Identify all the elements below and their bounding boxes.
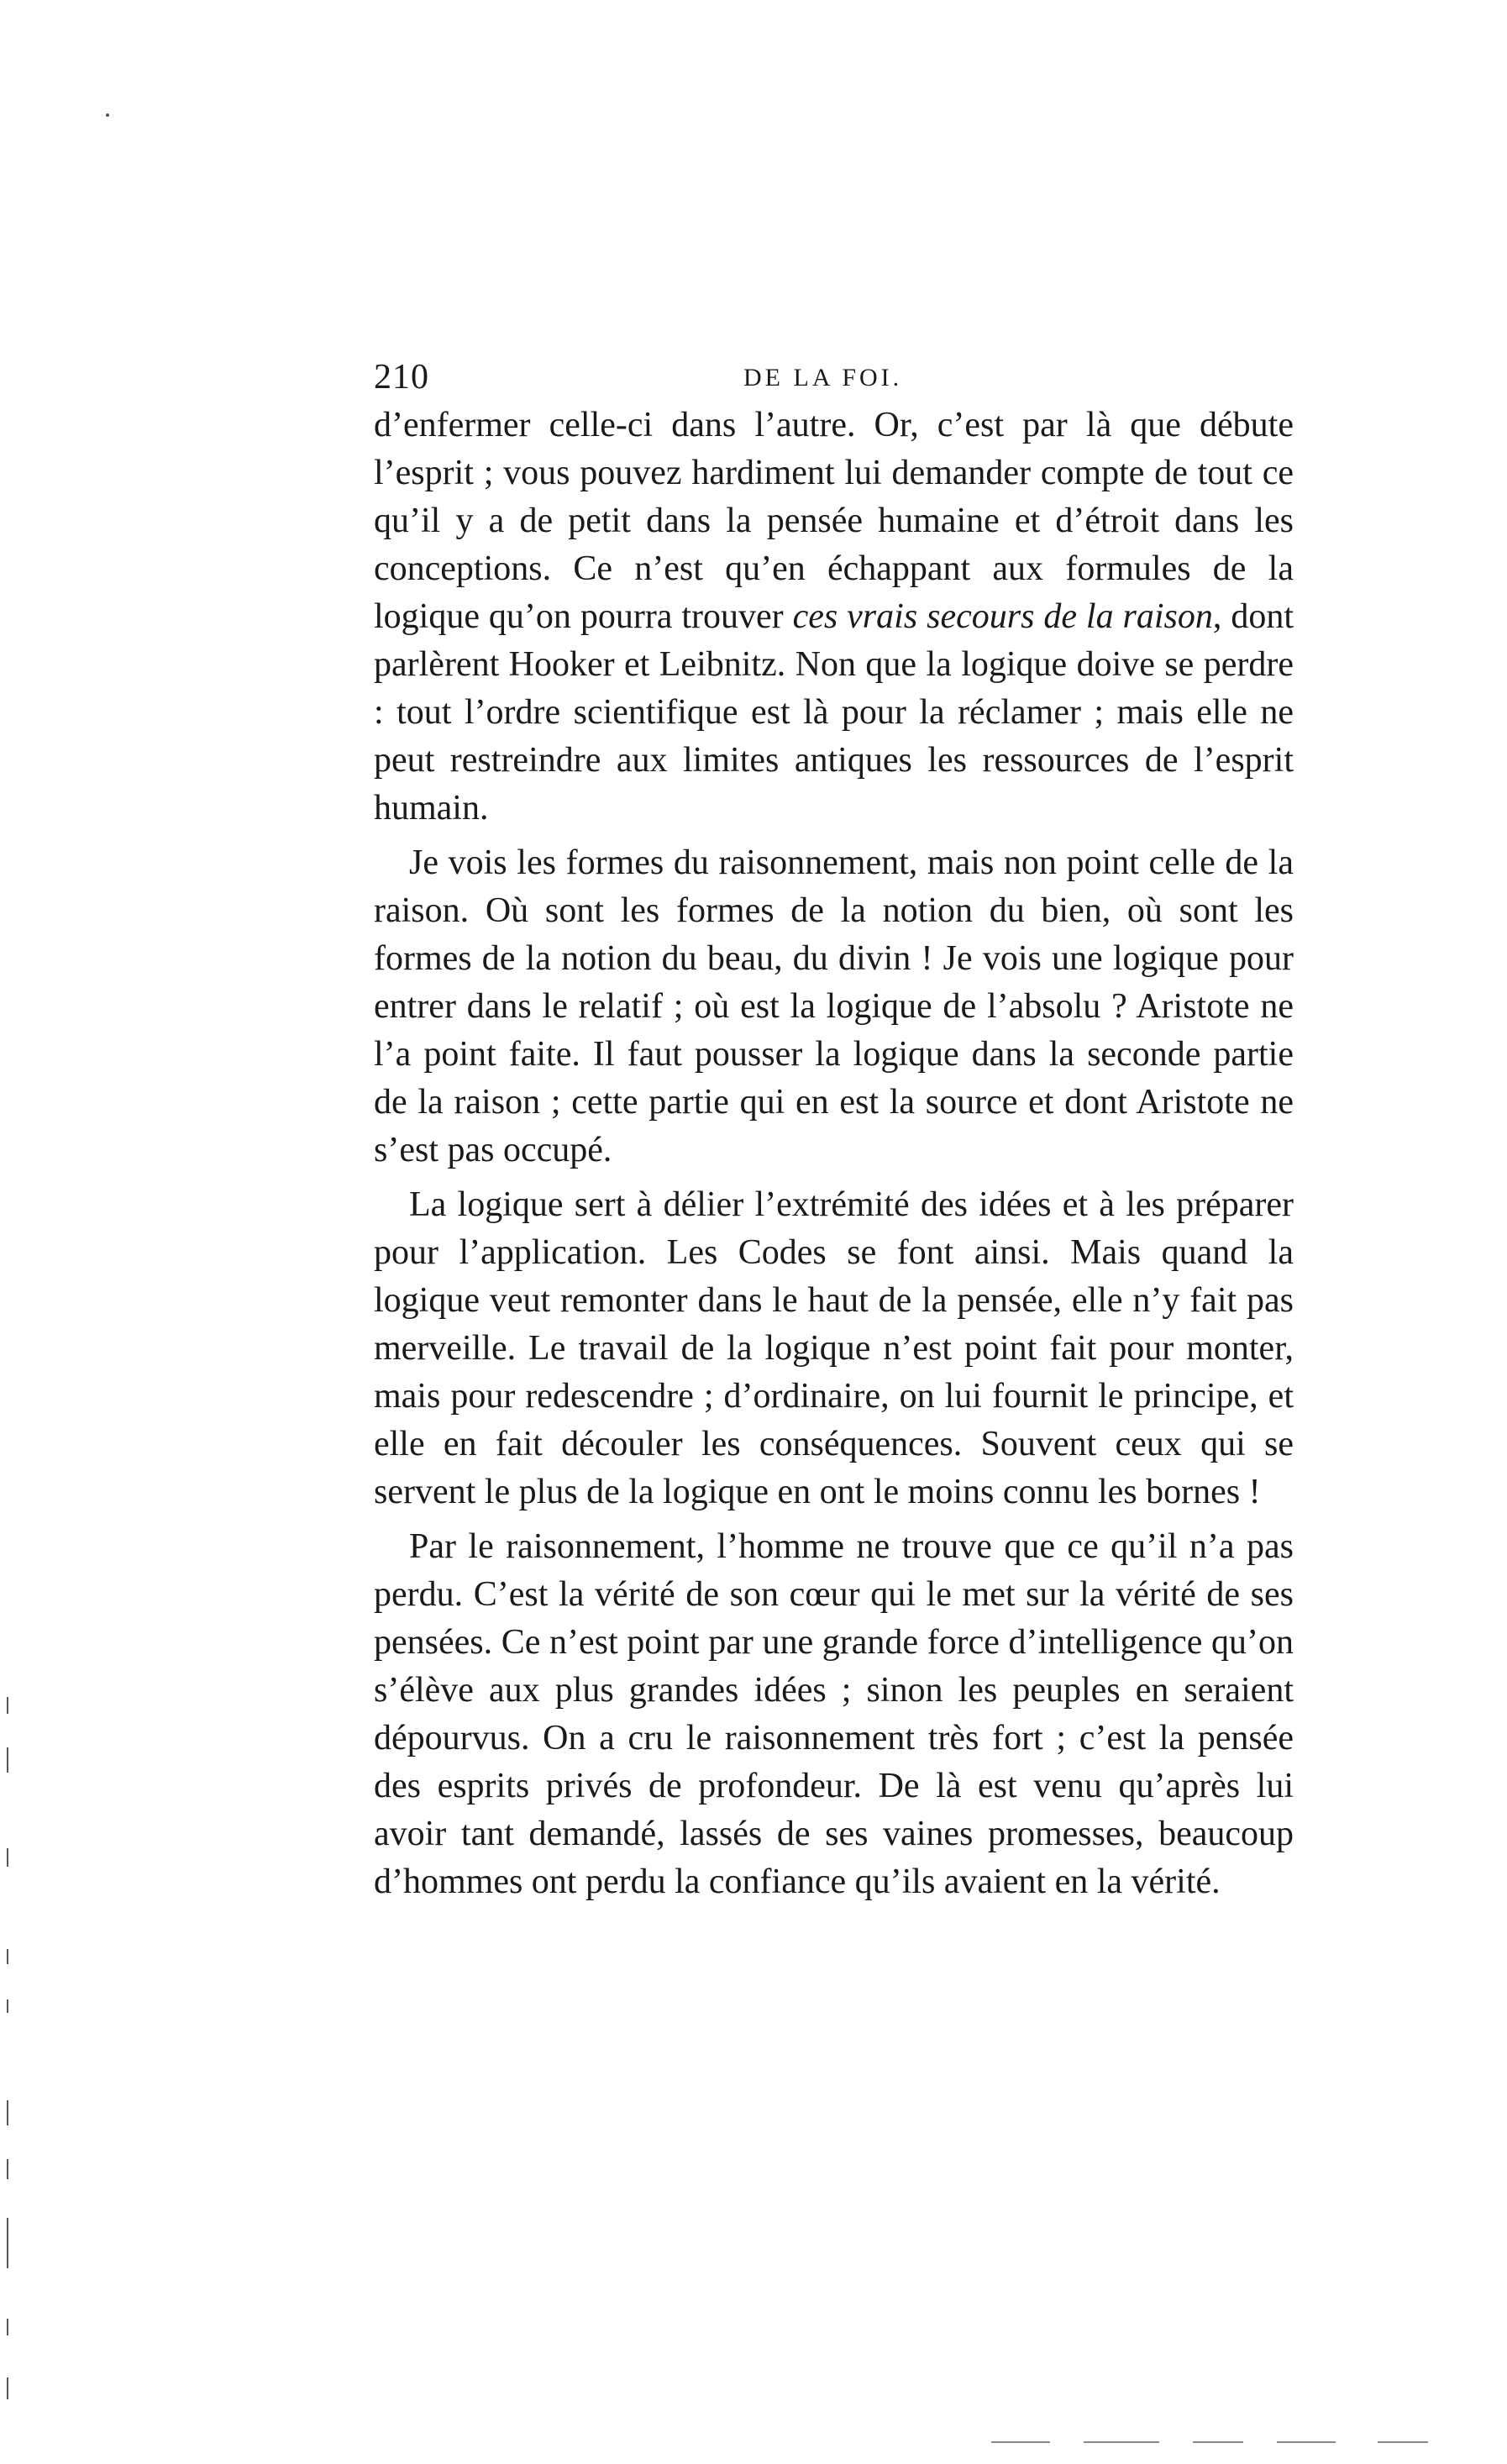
stray-dot-mark [106, 113, 109, 117]
scan-margin-mark [7, 2218, 8, 2268]
scan-bottom-rule [1277, 2441, 1336, 2443]
scan-bottom-rule [991, 2441, 1050, 2443]
running-title: DE LA FOI. [743, 364, 903, 391]
scan-margin-mark [7, 1949, 8, 1964]
scan-bottom-rule [1378, 2441, 1428, 2443]
paragraph-1-part-3: , dont parlèrent Hooker et Leibnitz. Non que la logique doive se perdre : tout l’ordre scientifique est là pour la réclamer ; mais elle ne peut restreindre aux limites antiques les ressources de l’esprit humain. [374, 597, 1294, 827]
paragraph-3 [374, 1181, 1294, 1516]
scan-bottom-rule [1193, 2441, 1243, 2443]
page-number: 210 [374, 358, 429, 397]
paragraph-4 [374, 1523, 1294, 1906]
paragraph-4-text: Par le raisonnement, l’homme ne trouve que ce qu’il n’a pas perdu. C’est la vérité de son cœur qui le met sur la vérité de ses pensées. Ce n’est point par une grande force d’intelligence qu’on s’élève aux plus grandes idées ; sinon les peuples en seraient dépourvus. On a cru le raisonnement très fort ; c’est la pensée des esprits privés de profondeur. De là est venu qu’après lui avoir tant demandé, lassés de ses vaines promesses, beaucoup d’hommes ont perdu la confiance qu’ils avaient en la vérité. [374, 1527, 1294, 1901]
paragraph-2-text: Je vois les formes du raisonnement, mais non point celle de la raison. Où sont les formes de la notion du bien, où sont les formes de la notion du beau, du divin ! Je vois une logique pour entrer dans le relatif ; où est la logique de l’absolu ? Aristote ne l’a point faite. Il faut pousser la logique dans la seconde partie de la raison ; cette partie qui en est la source et dont Aristote ne s’est pas occupé. [374, 843, 1294, 1169]
scan-margin-mark [7, 1747, 8, 1773]
paragraph-2 [374, 839, 1294, 1174]
scan-margin-mark [7, 1999, 8, 2013]
scan-margin-mark [7, 2377, 8, 2399]
italic-phrase: ces vrais secours de la raison [792, 597, 1213, 636]
page-header [374, 357, 1298, 407]
scan-margin-mark [7, 2159, 8, 2179]
scan-margin-mark [7, 2100, 8, 2125]
paragraph-1 [374, 402, 1294, 833]
scan-margin-mark [7, 2319, 8, 2335]
paragraph-1-part-1: d’enfermer celle-ci dans l’autre. Or, c’est par là que débute l’esprit ; vous pouvez hardiment lui demander compte de tout ce qu’il y a de petit dans la pensée humaine et d’étroit dans les conceptions. Ce n’est qu’en échappant aux formules de la logique qu’on pourra trouver [374, 406, 1294, 636]
scan-margin-mark [7, 1848, 8, 1867]
scan-margin-mark [7, 1697, 8, 1714]
scan-bottom-rule [1084, 2441, 1159, 2443]
body-text [374, 402, 1294, 1906]
paragraph-3-text: La logique sert à délier l’extrémité des idées et à les préparer pour l’application. Les Codes se font ainsi. Mais quand la logique veut remonter dans le haut de la pensée, elle n’y fait pas merveille. Le travail de la logique n’est point fait pour monter, mais pour redescendre ; d’ordinaire, on lui fournit le principe, et elle en fait découler les conséquences. Souvent ceux qui se servent le plus de la logique en ont le moins connu les bornes ! [374, 1185, 1294, 1511]
